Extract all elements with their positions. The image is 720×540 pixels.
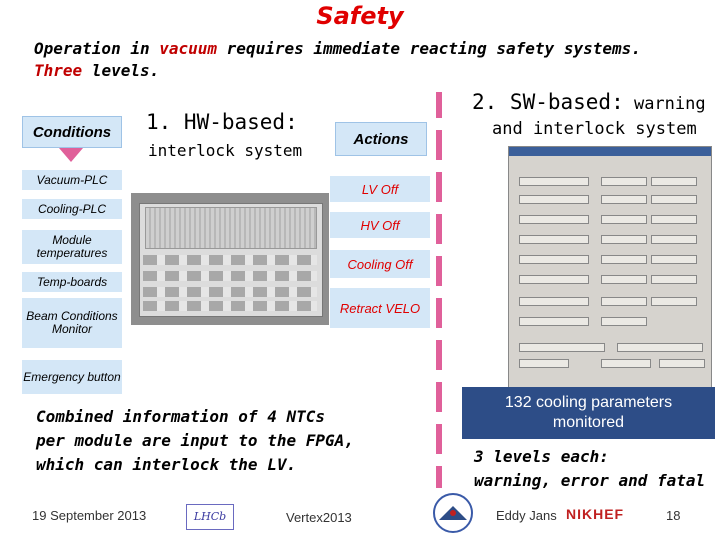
gui-button xyxy=(651,215,697,224)
gui-button xyxy=(659,359,705,368)
divider-segment xyxy=(436,466,442,488)
crate-slot xyxy=(143,287,317,297)
intro-text xyxy=(34,38,641,82)
hw-subheading: interlock system xyxy=(148,141,303,160)
gui-button xyxy=(601,215,647,224)
gui-button xyxy=(601,195,647,204)
divider-segment xyxy=(436,172,442,202)
condition-item: Beam Conditions Monitor xyxy=(22,298,122,348)
nikhef-logo: NIKHEF xyxy=(566,506,625,522)
gui-button xyxy=(651,255,697,264)
divider-segment xyxy=(436,214,442,244)
hw-heading: 1. HW-based: xyxy=(146,110,298,134)
gui-button xyxy=(617,343,703,352)
divider-segment xyxy=(436,130,442,160)
gui-button xyxy=(519,235,589,244)
sw-heading xyxy=(472,90,706,114)
action-item: HV Off xyxy=(330,212,430,238)
gui-button xyxy=(519,215,589,224)
cooling-line2: monitored xyxy=(552,414,625,431)
cooling-line1: 132 cooling parameters xyxy=(504,394,673,411)
footer-date: 19 September 2013 xyxy=(32,508,147,523)
crate-grille xyxy=(145,207,317,249)
software-gui-screenshot xyxy=(508,146,712,388)
gui-button xyxy=(601,177,647,186)
combined-line2: per module are input to the FPGA, xyxy=(36,431,354,450)
intro-three: Three xyxy=(34,61,83,80)
slide-title: Safety xyxy=(316,2,404,30)
action-item: LV Off xyxy=(330,176,430,202)
gui-button xyxy=(519,195,589,204)
page-number: 18 xyxy=(666,508,681,523)
gui-button xyxy=(519,255,589,264)
gui-button xyxy=(651,235,697,244)
conditions-box: Conditions xyxy=(22,116,122,148)
gui-button xyxy=(601,235,647,244)
combined-line3: which can interlock the LV. xyxy=(36,455,297,474)
cooling-parameters-box xyxy=(462,387,715,439)
actions-box: Actions xyxy=(335,122,427,156)
gui-button xyxy=(651,195,697,204)
sw-heading-main: 2. SW-based: xyxy=(472,90,624,114)
levels-line1: 3 levels each: xyxy=(474,447,609,466)
condition-item: Cooling-PLC xyxy=(22,199,122,219)
crate-slot xyxy=(143,255,317,265)
intro-line1-a: Operation in xyxy=(34,39,160,58)
intro-vacuum: vacuum xyxy=(159,39,218,58)
gui-button xyxy=(519,359,569,368)
condition-item: Emergency button xyxy=(22,360,122,394)
lhcb-logo: LHCb xyxy=(186,504,234,530)
crate-slot xyxy=(143,301,317,311)
gui-button xyxy=(519,177,589,186)
gui-button xyxy=(519,297,589,306)
gui-button xyxy=(651,297,697,306)
gui-button xyxy=(601,297,647,306)
gui-button xyxy=(651,177,697,186)
gui-titlebar xyxy=(509,147,711,156)
levels-text xyxy=(474,445,705,493)
intro-line1-c: requires immediate reacting safety systems. xyxy=(217,39,641,58)
condition-item: Temp-boards xyxy=(22,272,122,292)
divider-segment xyxy=(436,424,442,454)
intro-line2-b: levels. xyxy=(82,61,160,80)
footer-author: Eddy Jans xyxy=(496,508,557,523)
divider-segment xyxy=(436,340,442,370)
combined-line1: Combined information of 4 NTCs xyxy=(36,407,325,426)
gui-button xyxy=(651,275,697,284)
gui-button xyxy=(601,359,651,368)
gui-button xyxy=(601,275,647,284)
gui-button xyxy=(519,317,589,326)
divider-segment xyxy=(436,298,442,328)
levels-line2: warning, error and fatal xyxy=(474,471,706,490)
action-item: Cooling Off xyxy=(330,250,430,278)
footer-conference: Vertex2013 xyxy=(286,510,352,525)
gui-button xyxy=(601,317,647,326)
gui-button xyxy=(519,343,605,352)
gui-button xyxy=(519,275,589,284)
combined-text xyxy=(36,405,354,477)
down-arrow-icon xyxy=(59,148,83,162)
sw-heading-warning: warning xyxy=(623,94,706,114)
hardware-crate-photo xyxy=(131,193,329,325)
divider-segment xyxy=(436,256,442,286)
vertex-logo-icon xyxy=(432,492,474,534)
action-item: Retract VELO xyxy=(330,288,430,328)
sw-subheading: and interlock system xyxy=(492,119,697,139)
gui-button xyxy=(601,255,647,264)
condition-item: Vacuum-PLC xyxy=(22,170,122,190)
condition-item: Module temperatures xyxy=(22,230,122,264)
crate-slot xyxy=(143,271,317,281)
divider-segment xyxy=(436,382,442,412)
divider-segment xyxy=(436,92,442,118)
